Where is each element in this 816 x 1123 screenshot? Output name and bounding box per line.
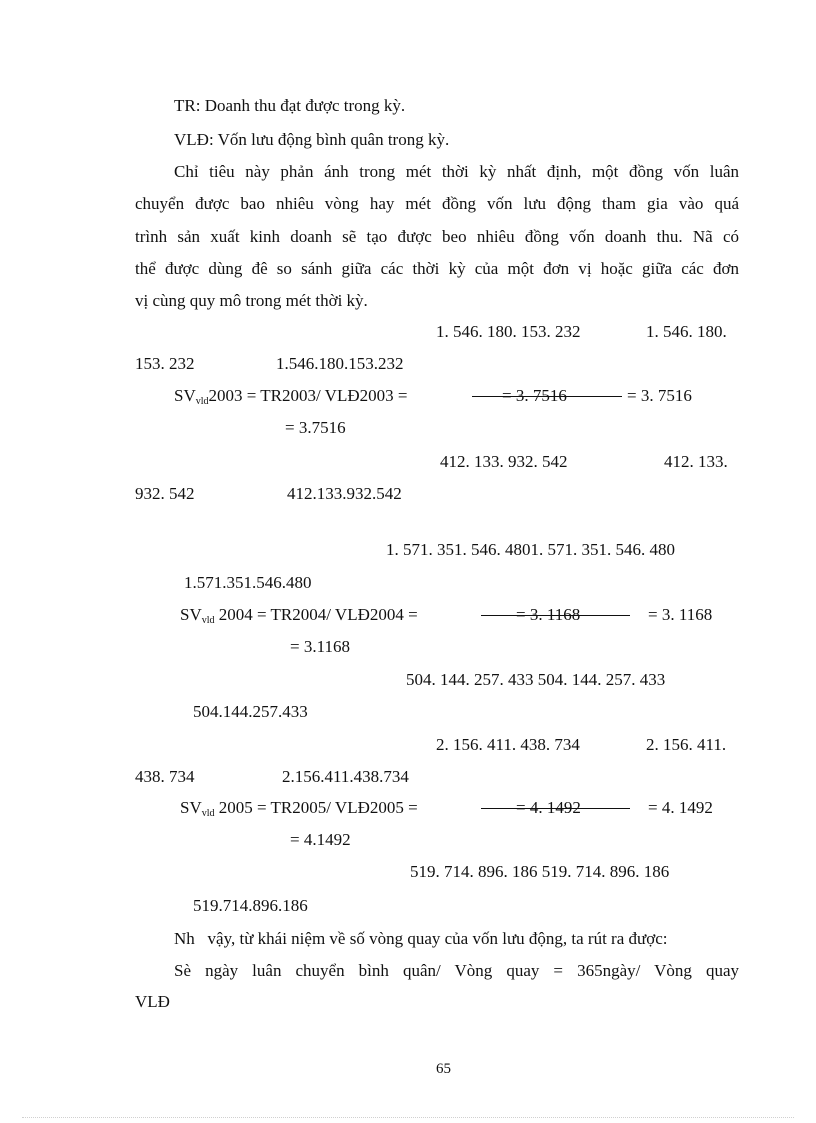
numerator-2005-c: 438. 734 [135, 767, 195, 786]
formula-2005: $SV_{vld}$ 2005 = TR2005/ VLĐ2005 = [180, 798, 418, 819]
formula-2005-middle: = 4. 1492 [516, 798, 581, 817]
definition-vld: VLĐ: Vốn lưu động bình quân trong kỳ. [174, 130, 450, 149]
numerator-2005-b: 2. 156. 411. [646, 735, 727, 754]
numerator-2004-b: 1.571.351.546.480 [184, 573, 312, 592]
fraction-bar-2004 [481, 615, 630, 616]
numerator-2003-b: 1. 546. 180. [646, 322, 727, 341]
numerator-2003-c: 153. 232 [135, 354, 195, 373]
paragraph-line-2: chuyển được bao nhiêu vòng hay mét đồng vốn lưu động tham gia vào quá [135, 194, 739, 213]
paragraph-line-3: trình sản xuất kinh doanh sẽ tạo được beo nhiêu đồng vốn doanh thu. Nã có [135, 227, 739, 246]
paragraph-line-4: thể được dùng đê so sánh giữa các thời kỳ của một đơn vị hoặc giữa các đơn [135, 259, 739, 278]
result-2005: = 4.1492 [290, 830, 351, 849]
fraction-bar-2003 [472, 396, 622, 397]
page-number: 65 [436, 1061, 451, 1077]
denominator-2003-c: 932. 542 [135, 484, 195, 503]
denominator-2003-b: 412. 133. [664, 452, 728, 471]
formula-2003-middle: = 3. 7516 [502, 386, 567, 405]
denominator-2004-b: 504.144.257.433 [193, 702, 308, 721]
formula-2004: $SV_{vld}$ 2004 = TR2004/ VLĐ2004 = [180, 605, 418, 626]
formula-2003: $SV_{vld}2003 = TR2003/$ VLĐ2003 = [174, 386, 408, 407]
formula-2005-result: = 4. 1492 [648, 798, 713, 817]
numerator-2005-a: 2. 156. 411. 438. 734 [436, 735, 580, 754]
denominator-2004-a: 504. 144. 257. 433 504. 144. 257. 433 [406, 670, 666, 689]
denominator-2003-d: 412.133.932.542 [287, 484, 402, 503]
formula-2004-middle: = 3. 1168 [516, 605, 581, 624]
definition-tr: TR: Doanh thu đạt được trong kỳ. [174, 96, 406, 115]
denominator-2003-a: 412. 133. 932. 542 [440, 452, 568, 471]
numerator-2005-d: 2.156.411.438.734 [282, 767, 409, 786]
numerator-2004-a: 1. 571. 351. 546. 4801. 571. 351. 546. 480 [386, 540, 675, 559]
formula-2003-result: = 3. 7516 [627, 386, 692, 405]
paragraph-line-5: vị cùng quy mô trong mét thời kỳ. [135, 291, 368, 310]
denominator-2005-a: 519. 714. 896. 186 519. 714. 896. 186 [410, 862, 670, 881]
numerator-2003-d: 1.546.180.153.232 [276, 354, 404, 373]
conclusion-line-1: Nh vậy, từ khái niệm về số vòng quay của vốn lưu động, ta rút ra được: [174, 929, 668, 948]
result-2004: = 3.1168 [290, 637, 350, 656]
result-2003: = 3.7516 [285, 418, 346, 437]
denominator-2005-b: 519.714.896.186 [193, 896, 308, 915]
numerator-2003-a: 1. 546. 180. 153. 232 [436, 322, 581, 341]
paragraph-line-1: Chỉ tiêu này phản ánh trong mét thời kỳ nhất định, một đồng vốn luân [174, 162, 739, 181]
conclusion-line-3: VLĐ [135, 992, 170, 1011]
formula-2004-result: = 3. 1168 [648, 605, 713, 624]
conclusion-line-2: Sè ngày luân chuyển bình quân/ Vòng quay = 365ngày/ Vòng quay [174, 961, 739, 980]
fraction-bar-2005 [481, 808, 630, 809]
page-border [22, 1117, 794, 1118]
